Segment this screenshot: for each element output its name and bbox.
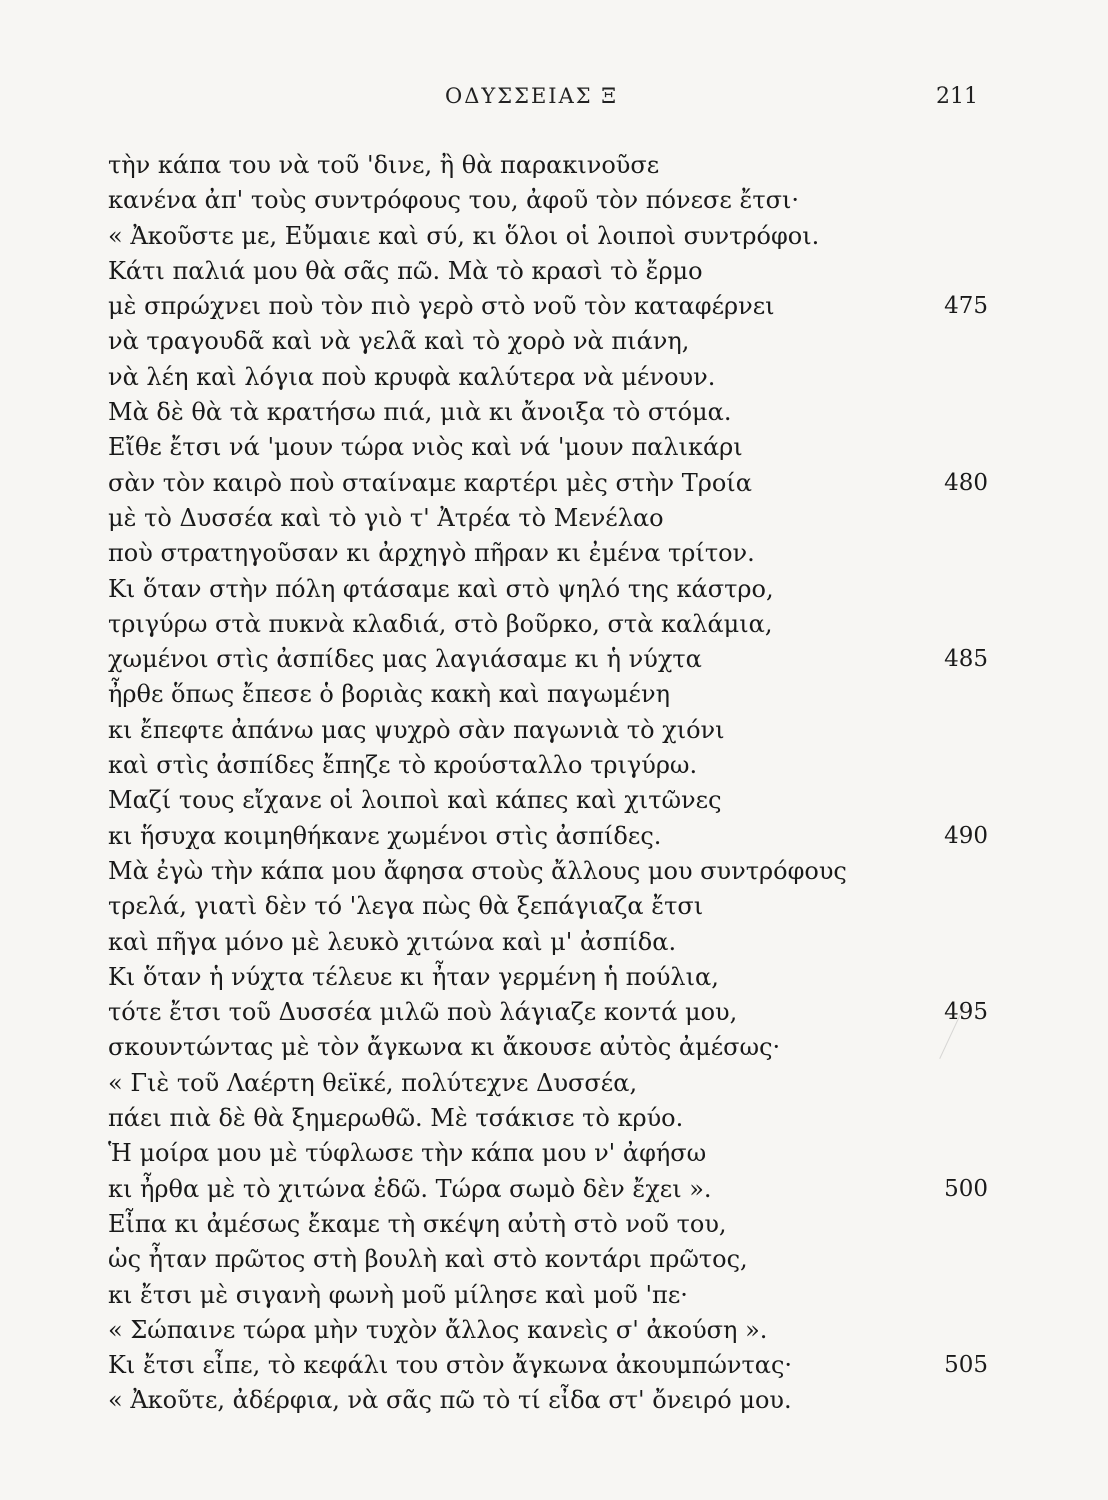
- verse-text: Μαζί τους εἴχανε οἱ λοιποὶ καὶ κάπες καὶ χιτῶνες: [108, 786, 722, 815]
- verse-line: [108, 183, 988, 218]
- verse-line: [108, 148, 988, 183]
- verse-text: Εἶπα κι ἀμέσως ἔκαμε τὴ σκέψη αὐτὴ στὸ νοῦ του,: [108, 1209, 727, 1238]
- verse-text: σὰν τὸν καιρὸ ποὺ σταίναμε καρτέρι μὲς στὴν Τροία: [108, 468, 752, 497]
- verse-text: σκουντώντας μὲ τὸν ἄγκωνα κι ἄκουσε αὐτὸς ἀμέσως·: [108, 1033, 781, 1062]
- verse-line: [108, 1313, 988, 1348]
- verse-line: [108, 889, 988, 924]
- verse-line: [108, 819, 988, 854]
- line-number: 500: [944, 1175, 988, 1202]
- page-number: 211: [936, 84, 978, 109]
- verse-line: [108, 783, 988, 818]
- verse-text: Κι ὅταν ἡ νύχτα τέλευε κι ἦταν γερμένη ἡ πούλια,: [108, 962, 719, 991]
- verse-text: Κι ὅταν στὴν πόλη φτάσαμε καὶ στὸ ψηλό της κάστρο,: [108, 574, 774, 603]
- verse-line: [108, 1101, 988, 1136]
- verse-text: τὴν κάπα του νὰ τοῦ 'δινε, ἢ θὰ παρακινοῦσε: [108, 151, 660, 179]
- verse-text: χωμένοι στὶς ἀσπίδες μας λαγιάσαμε κι ἡ νύχτα: [108, 645, 702, 674]
- verse-line: [108, 1136, 988, 1171]
- verse-text: μὲ τὸ Δυσσέα καὶ τὸ γιὸ τ' Ἀτρέα τὸ Μενέλαο: [108, 503, 664, 532]
- verse-text: τότε ἔτσι τοῦ Δυσσέα μιλῶ ποὺ λάγιαζε κοντά μου,: [108, 998, 738, 1027]
- verse-line: [108, 607, 988, 642]
- verse-line: [108, 501, 988, 536]
- verse-line: [108, 1207, 988, 1242]
- verse-text: πάει πιὰ δὲ θὰ ξημερωθῶ. Μὲ τσάκισε τὸ κρύο.: [108, 1104, 684, 1133]
- verse-line: [108, 324, 988, 359]
- verse-line: [108, 1030, 988, 1065]
- verse-line: [108, 360, 988, 395]
- verse-text: μὲ σπρώχνει ποὺ τὸν πιὸ γερὸ στὸ νοῦ τὸν καταφέρνει: [108, 292, 775, 321]
- verse-line: [108, 430, 988, 465]
- verse-text: καὶ πῆγα μόνο μὲ λευκὸ χιτώνα καὶ μ' ἀσπίδα.: [108, 927, 677, 956]
- verse-line: [108, 1383, 988, 1418]
- verse-line: [108, 1348, 988, 1383]
- verse-text: καὶ στὶς ἀσπίδες ἔπηζε τὸ κρούσταλλο τριγύρω.: [108, 751, 698, 780]
- verse-line: [108, 854, 988, 889]
- line-number: 505: [944, 1352, 988, 1379]
- verse-text: Εἴθε ἔτσι νά 'μουν τώρα νιὸς καὶ νά 'μουν παλικάρι: [108, 433, 743, 462]
- verse-line: [108, 1172, 988, 1207]
- verse-line: [108, 677, 988, 712]
- line-number: 475: [944, 293, 988, 320]
- line-number: 490: [944, 822, 988, 849]
- verse-line: [108, 713, 988, 748]
- running-head: ΟΔΥΣΣΕΙΑΣ Ξ: [445, 84, 619, 108]
- verse-line: [108, 925, 988, 960]
- verse-line: [108, 536, 988, 571]
- verse-text: Μὰ δὲ θὰ τὰ κρατήσω πιά, μιὰ κι ἄνοιξα τὸ στόμα.: [108, 398, 732, 427]
- verse-line: [108, 254, 988, 289]
- verse-text: ἦρθε ὅπως ἔπεσε ὁ βοριὰς κακὴ καὶ παγωμένη: [108, 680, 670, 709]
- poem-text: [108, 148, 988, 1419]
- verse-line: [108, 572, 988, 607]
- verse-text: « Ἀκοῦτε, ἀδέρφια, νὰ σᾶς πῶ τὸ τί εἶδα στ' ὄνειρό μου.: [108, 1386, 792, 1415]
- verse-line: [108, 1278, 988, 1313]
- verse-text: Ἡ μοίρα μου μὲ τύφλωσε τὴν κάπα μου ν' ἀφήσω: [108, 1139, 707, 1168]
- line-number: 480: [944, 469, 988, 496]
- line-number: 495: [944, 999, 988, 1026]
- verse-text: ὡς ἦταν πρῶτος στὴ βουλὴ καὶ στὸ κοντάρι πρῶτος,: [108, 1245, 748, 1274]
- verse-line: [108, 748, 988, 783]
- verse-text: ποὺ στρατηγοῦσαν κι ἀρχηγὸ πῆραν κι ἐμένα τρίτον.: [108, 539, 755, 568]
- verse-text: τρελά, γιατὶ δὲν τό 'λεγα πὼς θὰ ξεπάγιαζα ἔτσι: [108, 892, 704, 921]
- verse-text: « Σώπαινε τώρα μὴν τυχὸν ἄλλος κανεὶς σ' ἀκούση ».: [108, 1315, 768, 1344]
- verse-text: κι ἥσυχα κοιμηθήκανε χωμένοι στὶς ἀσπίδες.: [108, 821, 662, 850]
- verse-text: κι ἔτσι μὲ σιγανὴ φωνὴ μοῦ μίλησε καὶ μοῦ 'πε·: [108, 1280, 688, 1309]
- verse-line: [108, 395, 988, 430]
- verse-line: [108, 219, 988, 254]
- verse-text: κι ἦρθα μὲ τὸ χιτώνα ἐδῶ. Τώρα σωμὸ δὲν ἔχει ».: [108, 1174, 712, 1203]
- verse-text: Κάτι παλιά μου θὰ σᾶς πῶ. Μὰ τὸ κρασὶ τὸ ἔρμο: [108, 256, 703, 285]
- verse-line: [108, 995, 988, 1030]
- verse-text: τριγύρω στὰ πυκνὰ κλαδιά, στὸ βοῦρκο, στὰ καλάμια,: [108, 609, 773, 638]
- verse-line: [108, 1066, 988, 1101]
- verse-text: Μὰ ἐγὼ τὴν κάπα μου ἄφησα στοὺς ἄλλους μου συντρόφους: [108, 856, 847, 885]
- verse-text: « Ἀκοῦστε με, Εὔμαιε καὶ σύ, κι ὅλοι οἱ λοιποὶ συντρόφοι.: [108, 221, 820, 250]
- line-number: 485: [944, 646, 988, 673]
- verse-line: [108, 466, 988, 501]
- verse-text: νὰ τραγουδᾶ καὶ νὰ γελᾶ καὶ τὸ χορὸ νὰ πιάνη,: [108, 327, 690, 356]
- verse-line: [108, 960, 988, 995]
- verse-text: κι ἔπεφτε ἀπάνω μας ψυχρὸ σὰν παγωνιὰ τὸ χιόνι: [108, 715, 725, 744]
- verse-text: « Γιὲ τοῦ Λαέρτη θεϊκέ, πολύτεχνε Δυσσέα,: [108, 1068, 638, 1097]
- verse-text: κανένα ἀπ' τοὺς συντρόφους του, ἀφοῦ τὸν πόνεσε ἔτσι·: [108, 186, 800, 215]
- verse-text: νὰ λέη καὶ λόγια ποὺ κρυφὰ καλύτερα νὰ μένουν.: [108, 362, 716, 391]
- verse-text: Κι ἔτσι εἶπε, τὸ κεφάλι του στὸν ἄγκωνα ἀκουμπώντας·: [108, 1351, 793, 1380]
- verse-line: [108, 642, 988, 677]
- verse-line: [108, 1242, 988, 1277]
- verse-line: [108, 289, 988, 324]
